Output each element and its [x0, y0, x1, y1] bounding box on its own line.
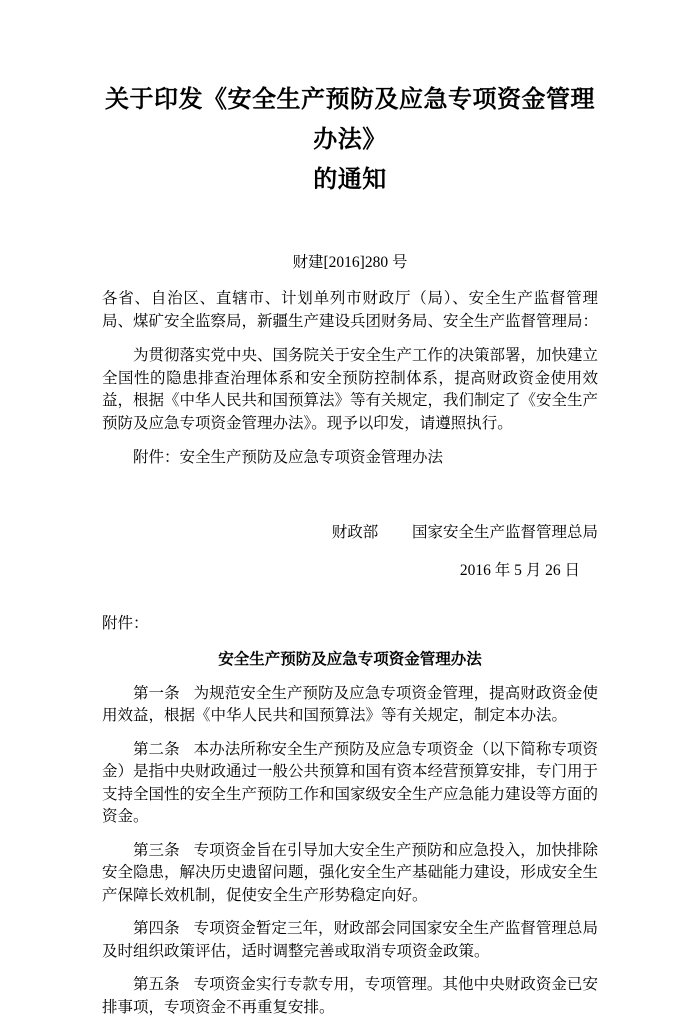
signature-block	[102, 470, 598, 545]
article-2	[102, 728, 598, 829]
page-title	[102, 0, 598, 200]
article-2-number: 第二条	[133, 740, 180, 758]
signer-ministry: 财政部	[331, 523, 379, 541]
signature-date: 2016 年 5 月 26 日	[459, 562, 580, 579]
article-4-number: 第四条	[133, 920, 180, 937]
document-number: 财建[2016]280 号	[292, 254, 408, 271]
article-3	[102, 829, 598, 908]
body-paragraph: 为贯彻落实党中央、国务院关于安全生产工作的决策部署，加快建立全国性的隐患排查治理体系和安全预防控制体系，提高财政资金使用效益，根据《中华人民共和国预算法》等有关规定，我们制定了《安全生产预防及应急专项资金管理办法》。现予以印发，请遵照执行。	[102, 347, 599, 432]
page-title-line-1: 关于印发《安全生产预防及应急专项资金管理办法》	[105, 87, 595, 153]
article-2-text: 本办法所称安全生产预防及应急专项资金（以下简称专项资金）是指中央财政通过一般公共预算和国有资本经营预算安排，专门用于支持全国性的安全生产预防工作和国家级安全生产应急能力建设等方面的资金。	[102, 740, 599, 825]
article-3-text: 专项资金旨在引导加大安全生产预防和应急投入，加快排除安全隐患，解决历史遗留问题，强化安全生产基础能力建设，形成安全生产保障长效机制，促使安全生产形势稳定向好。	[102, 841, 599, 904]
article-5-number: 第五条	[133, 976, 180, 993]
article-1-text: 为规范安全生产预防及应急专项资金管理，提高财政资金使用效益，根据《中华人民共和国预算法》等有关规定，制定本办法。	[102, 684, 598, 724]
article-5-text: 专项资金实行专款专用，专项管理。其他中央财政资金已安排事项，专项资金不再重复安排。	[102, 976, 598, 1016]
article-1	[102, 672, 598, 728]
attachment-reference: 附件：安全生产预防及应急专项资金管理办法	[133, 449, 444, 466]
article-3-number: 第三条	[133, 841, 180, 859]
page-title-line-2: 的通知	[313, 167, 387, 193]
attachment-label: 附件：	[102, 614, 149, 632]
addressee-line: 各省、自治区、直辖市、计划单列市财政厅（局）、安全生产监督管理局、煤矿安全监察局，新疆生产建设兵团财务局、安全生产监督管理局：	[102, 290, 599, 330]
article-4-text: 专项资金暂定三年，财政部会同国家安全生产监督管理总局及时组织政策评估，适时调整完善或取消专项资金政策。	[102, 920, 598, 960]
article-4	[102, 907, 598, 963]
article-1-number: 第一条	[133, 684, 180, 702]
attachment-title: 安全生产预防及应急专项资金管理办法	[218, 651, 482, 668]
signer-administration: 国家安全生产监督管理总局	[411, 523, 598, 541]
article-5	[102, 963, 598, 1019]
